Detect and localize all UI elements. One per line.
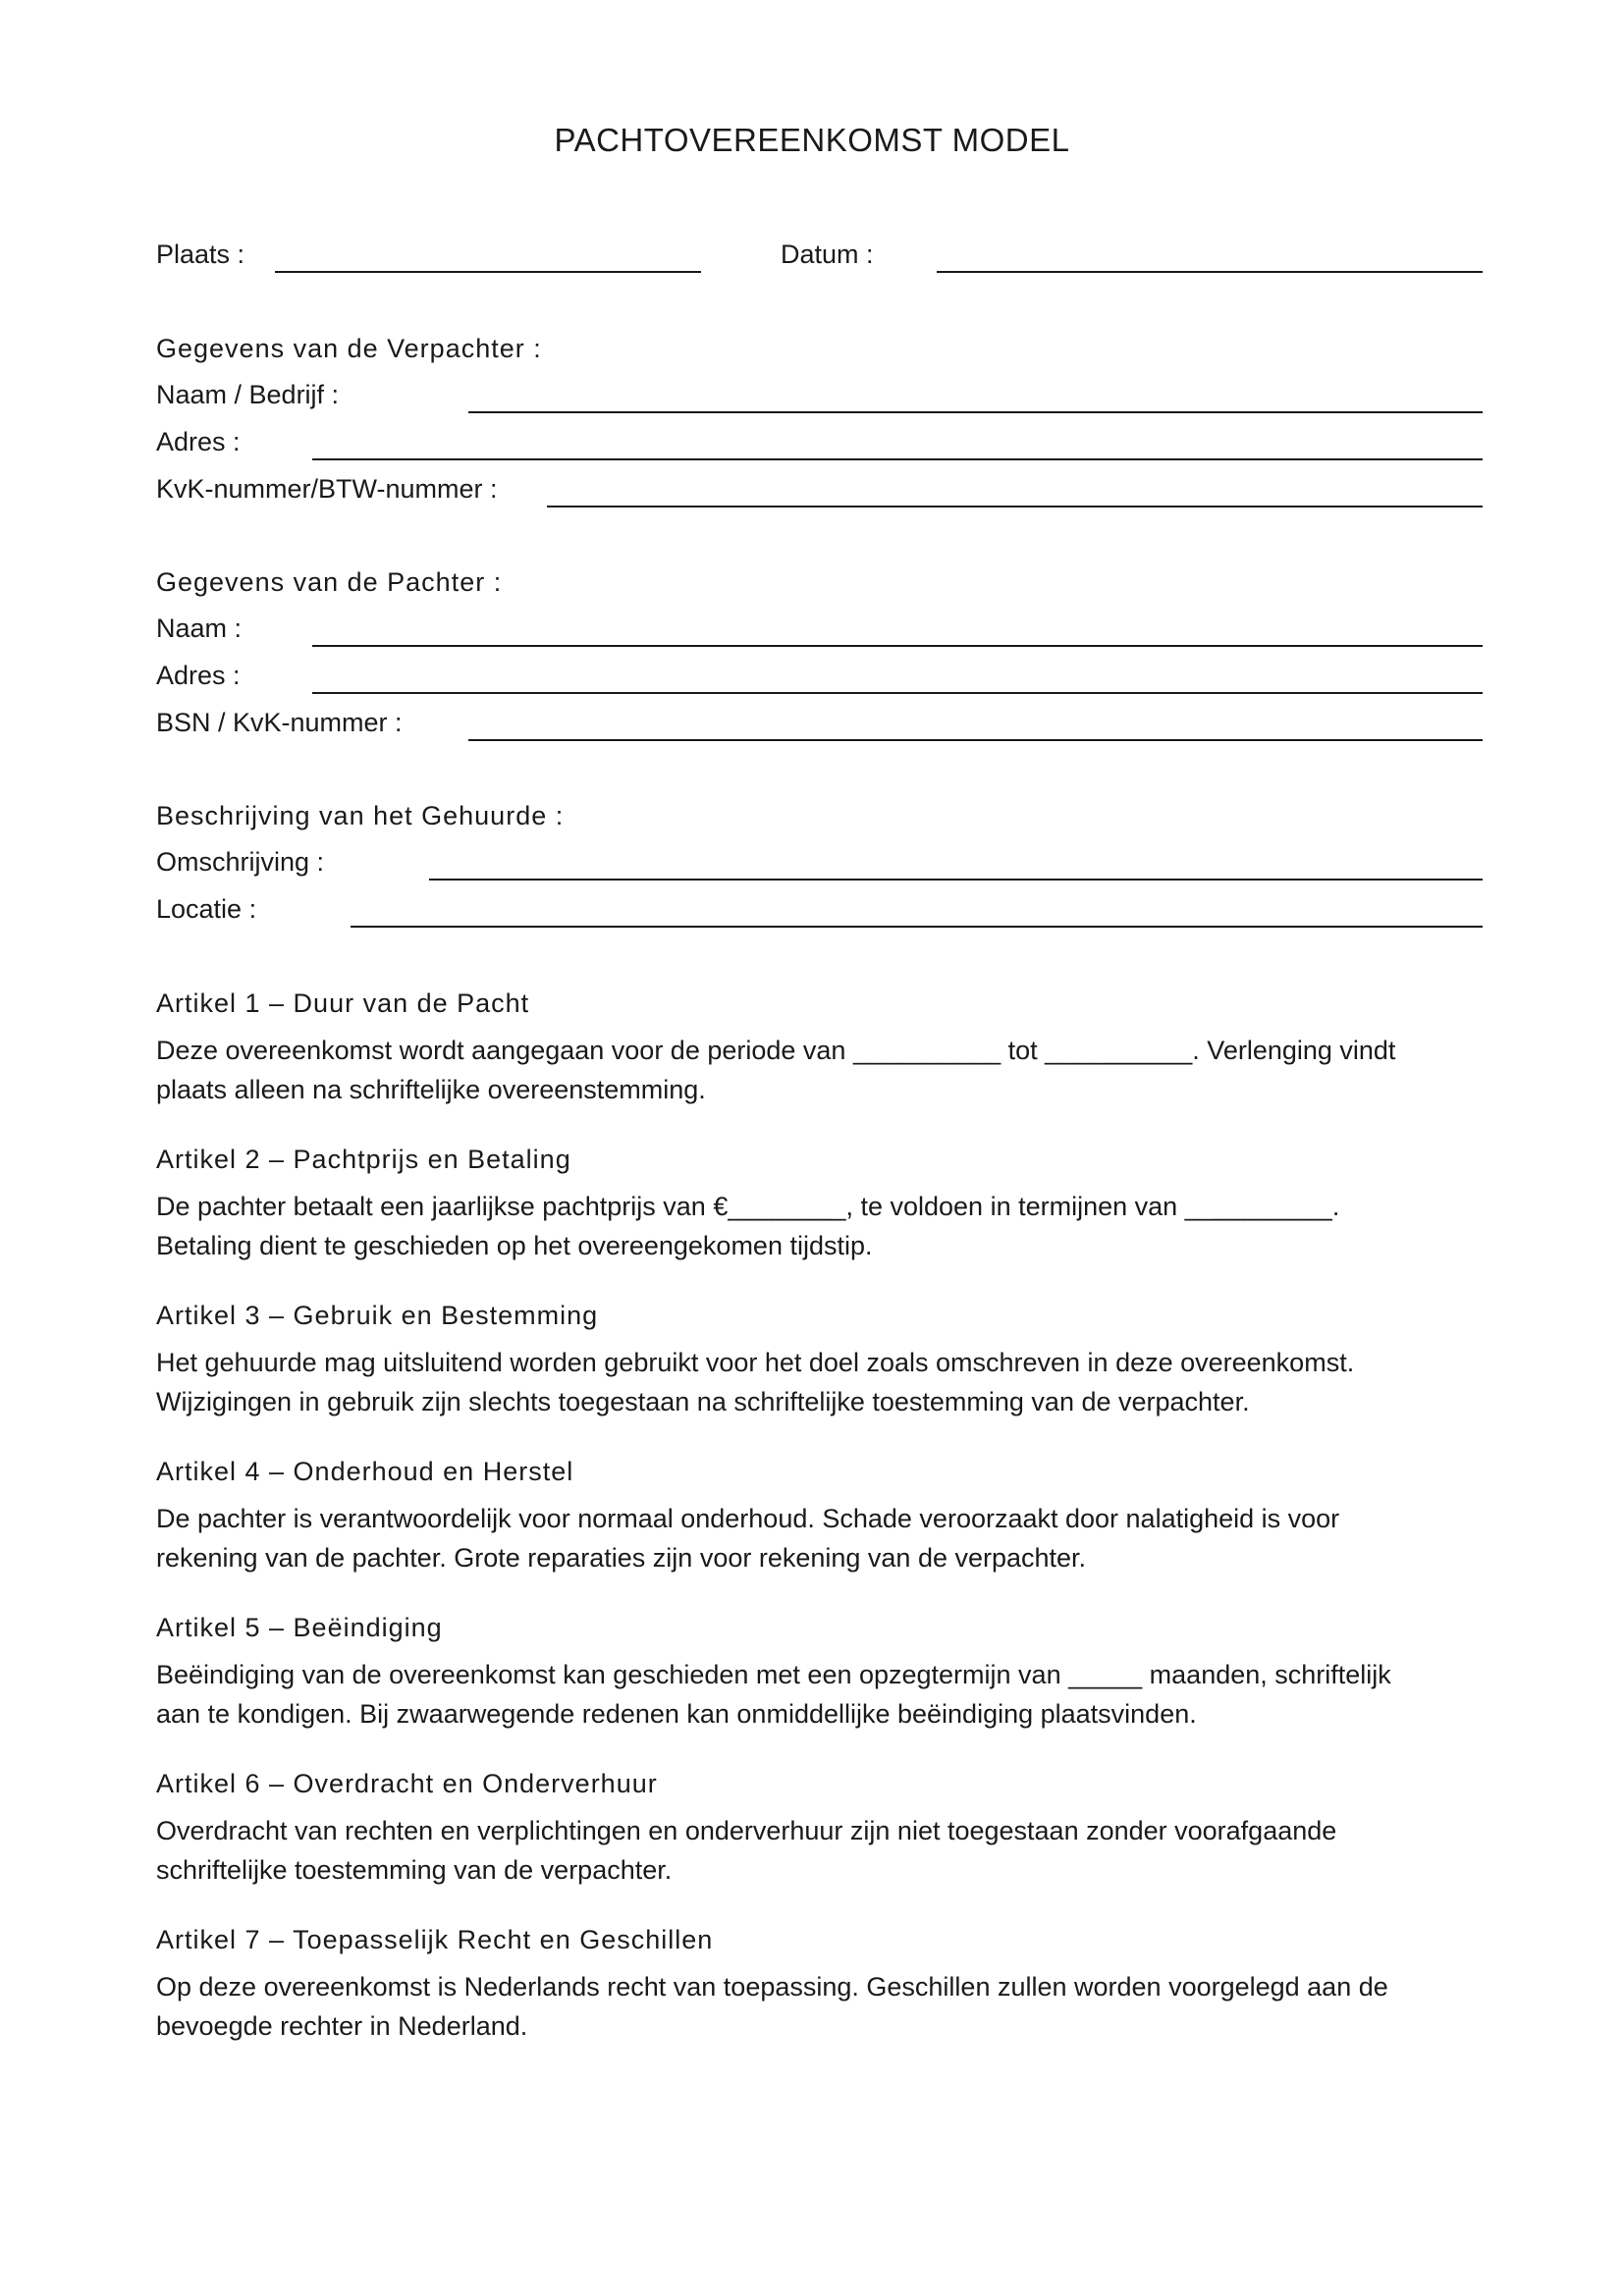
- property-heading: Beschrijving van het Gehuurde :: [156, 801, 565, 830]
- article-3-text: [156, 1343, 1491, 1421]
- property-description-label: Omschrijving :: [156, 847, 325, 877]
- article-7-heading: Artikel 7 – Toepasselijk Recht en Geschillen: [156, 1925, 714, 1954]
- article-3-line-1: Het gehuurde mag uitsluitend worden gebruikt voor het doel zoals omschreven in deze overeenkomst.: [156, 1348, 1355, 1377]
- tenant-bsn-field-line[interactable]: [468, 739, 1483, 741]
- tenant-bsn-label: BSN / KvK-nummer :: [156, 708, 403, 737]
- date-label: Datum :: [781, 240, 874, 269]
- tenant-address-field-line[interactable]: [312, 692, 1483, 694]
- article-5-text: [156, 1655, 1491, 1734]
- article-7-line-1: Op deze overeenkomst is Nederlands recht van toepassing. Geschillen zullen worden voorgelegd aan de: [156, 1972, 1388, 2002]
- lessor-name-field-line[interactable]: [468, 411, 1483, 413]
- article-6-heading: Artikel 6 – Overdracht en Onderverhuur: [156, 1769, 658, 1798]
- article-7-line-2: bevoegde rechter in Nederland.: [156, 2011, 528, 2041]
- article-4-text: [156, 1499, 1491, 1577]
- property-description-field-line[interactable]: [429, 879, 1483, 881]
- article-5-heading: Artikel 5 – Beëindiging: [156, 1613, 443, 1642]
- tenant-name-field-line[interactable]: [312, 645, 1483, 647]
- article-1-line-1: Deze overeenkomst wordt aangegaan voor de periode van __________ tot __________. Verlenging vindt: [156, 1036, 1396, 1065]
- lessor-name-label: Naam / Bedrijf :: [156, 380, 340, 409]
- place-field-line[interactable]: [275, 271, 701, 273]
- article-4-line-2: rekening van de pachter. Grote reparaties zijn voor rekening van de verpachter.: [156, 1543, 1087, 1573]
- place-label: Plaats :: [156, 240, 245, 269]
- article-2-text: [156, 1187, 1491, 1265]
- article-3-line-2: Wijzigingen in gebruik zijn slechts toegestaan na schriftelijke toestemming van de verpachter.: [156, 1387, 1250, 1416]
- article-2-line-2: Betaling dient te geschieden op het overeengekomen tijdstip.: [156, 1231, 873, 1260]
- lessor-kvk-field-line[interactable]: [547, 506, 1483, 507]
- tenant-name-label: Naam :: [156, 614, 243, 643]
- article-6-text: [156, 1811, 1491, 1890]
- article-6-line-2: schriftelijke toestemming van de verpachter.: [156, 1855, 673, 1885]
- article-4-line-1: De pachter is verantwoordelijk voor normaal onderhoud. Schade veroorzaakt door nalatigheid is voor: [156, 1504, 1340, 1533]
- lessor-address-field-line[interactable]: [312, 458, 1483, 460]
- article-1-heading: Artikel 1 – Duur van de Pacht: [156, 988, 530, 1018]
- article-5-line-2: aan te kondigen. Bij zwaarwegende redenen kan onmiddellijke beëindiging plaatsvinden.: [156, 1699, 1197, 1729]
- lessor-kvk-label: KvK-nummer/BTW-nummer :: [156, 474, 498, 504]
- property-location-field-line[interactable]: [351, 926, 1483, 928]
- lessor-address-label: Adres :: [156, 427, 241, 456]
- article-7-text: [156, 1967, 1491, 2046]
- article-3-heading: Artikel 3 – Gebruik en Bestemming: [156, 1301, 599, 1330]
- document-title: PACHTOVEREENKOMST MODEL: [554, 122, 1070, 158]
- article-5-line-1: Beëindiging van de overeenkomst kan geschieden met een opzegtermijn van _____ maanden, schriftelijk: [156, 1660, 1391, 1689]
- date-field-line[interactable]: [937, 271, 1483, 273]
- article-4-heading: Artikel 4 – Onderhoud en Herstel: [156, 1457, 574, 1486]
- tenant-address-label: Adres :: [156, 661, 241, 690]
- article-1-line-2: plaats alleen na schriftelijke overeenstemming.: [156, 1075, 706, 1104]
- lessor-heading: Gegevens van de Verpachter :: [156, 334, 542, 363]
- article-1-text: [156, 1031, 1491, 1109]
- property-location-label: Locatie :: [156, 894, 257, 924]
- tenant-heading: Gegevens van de Pachter :: [156, 567, 503, 597]
- article-2-heading: Artikel 2 – Pachtprijs en Betaling: [156, 1145, 571, 1174]
- article-2-line-1: De pachter betaalt een jaarlijkse pachtprijs van €________, te voldoen in termijnen van __________.: [156, 1192, 1340, 1221]
- article-6-line-1: Overdracht van rechten en verplichtingen en onderverhuur zijn niet toegestaan zonder voorafgaande: [156, 1816, 1337, 1845]
